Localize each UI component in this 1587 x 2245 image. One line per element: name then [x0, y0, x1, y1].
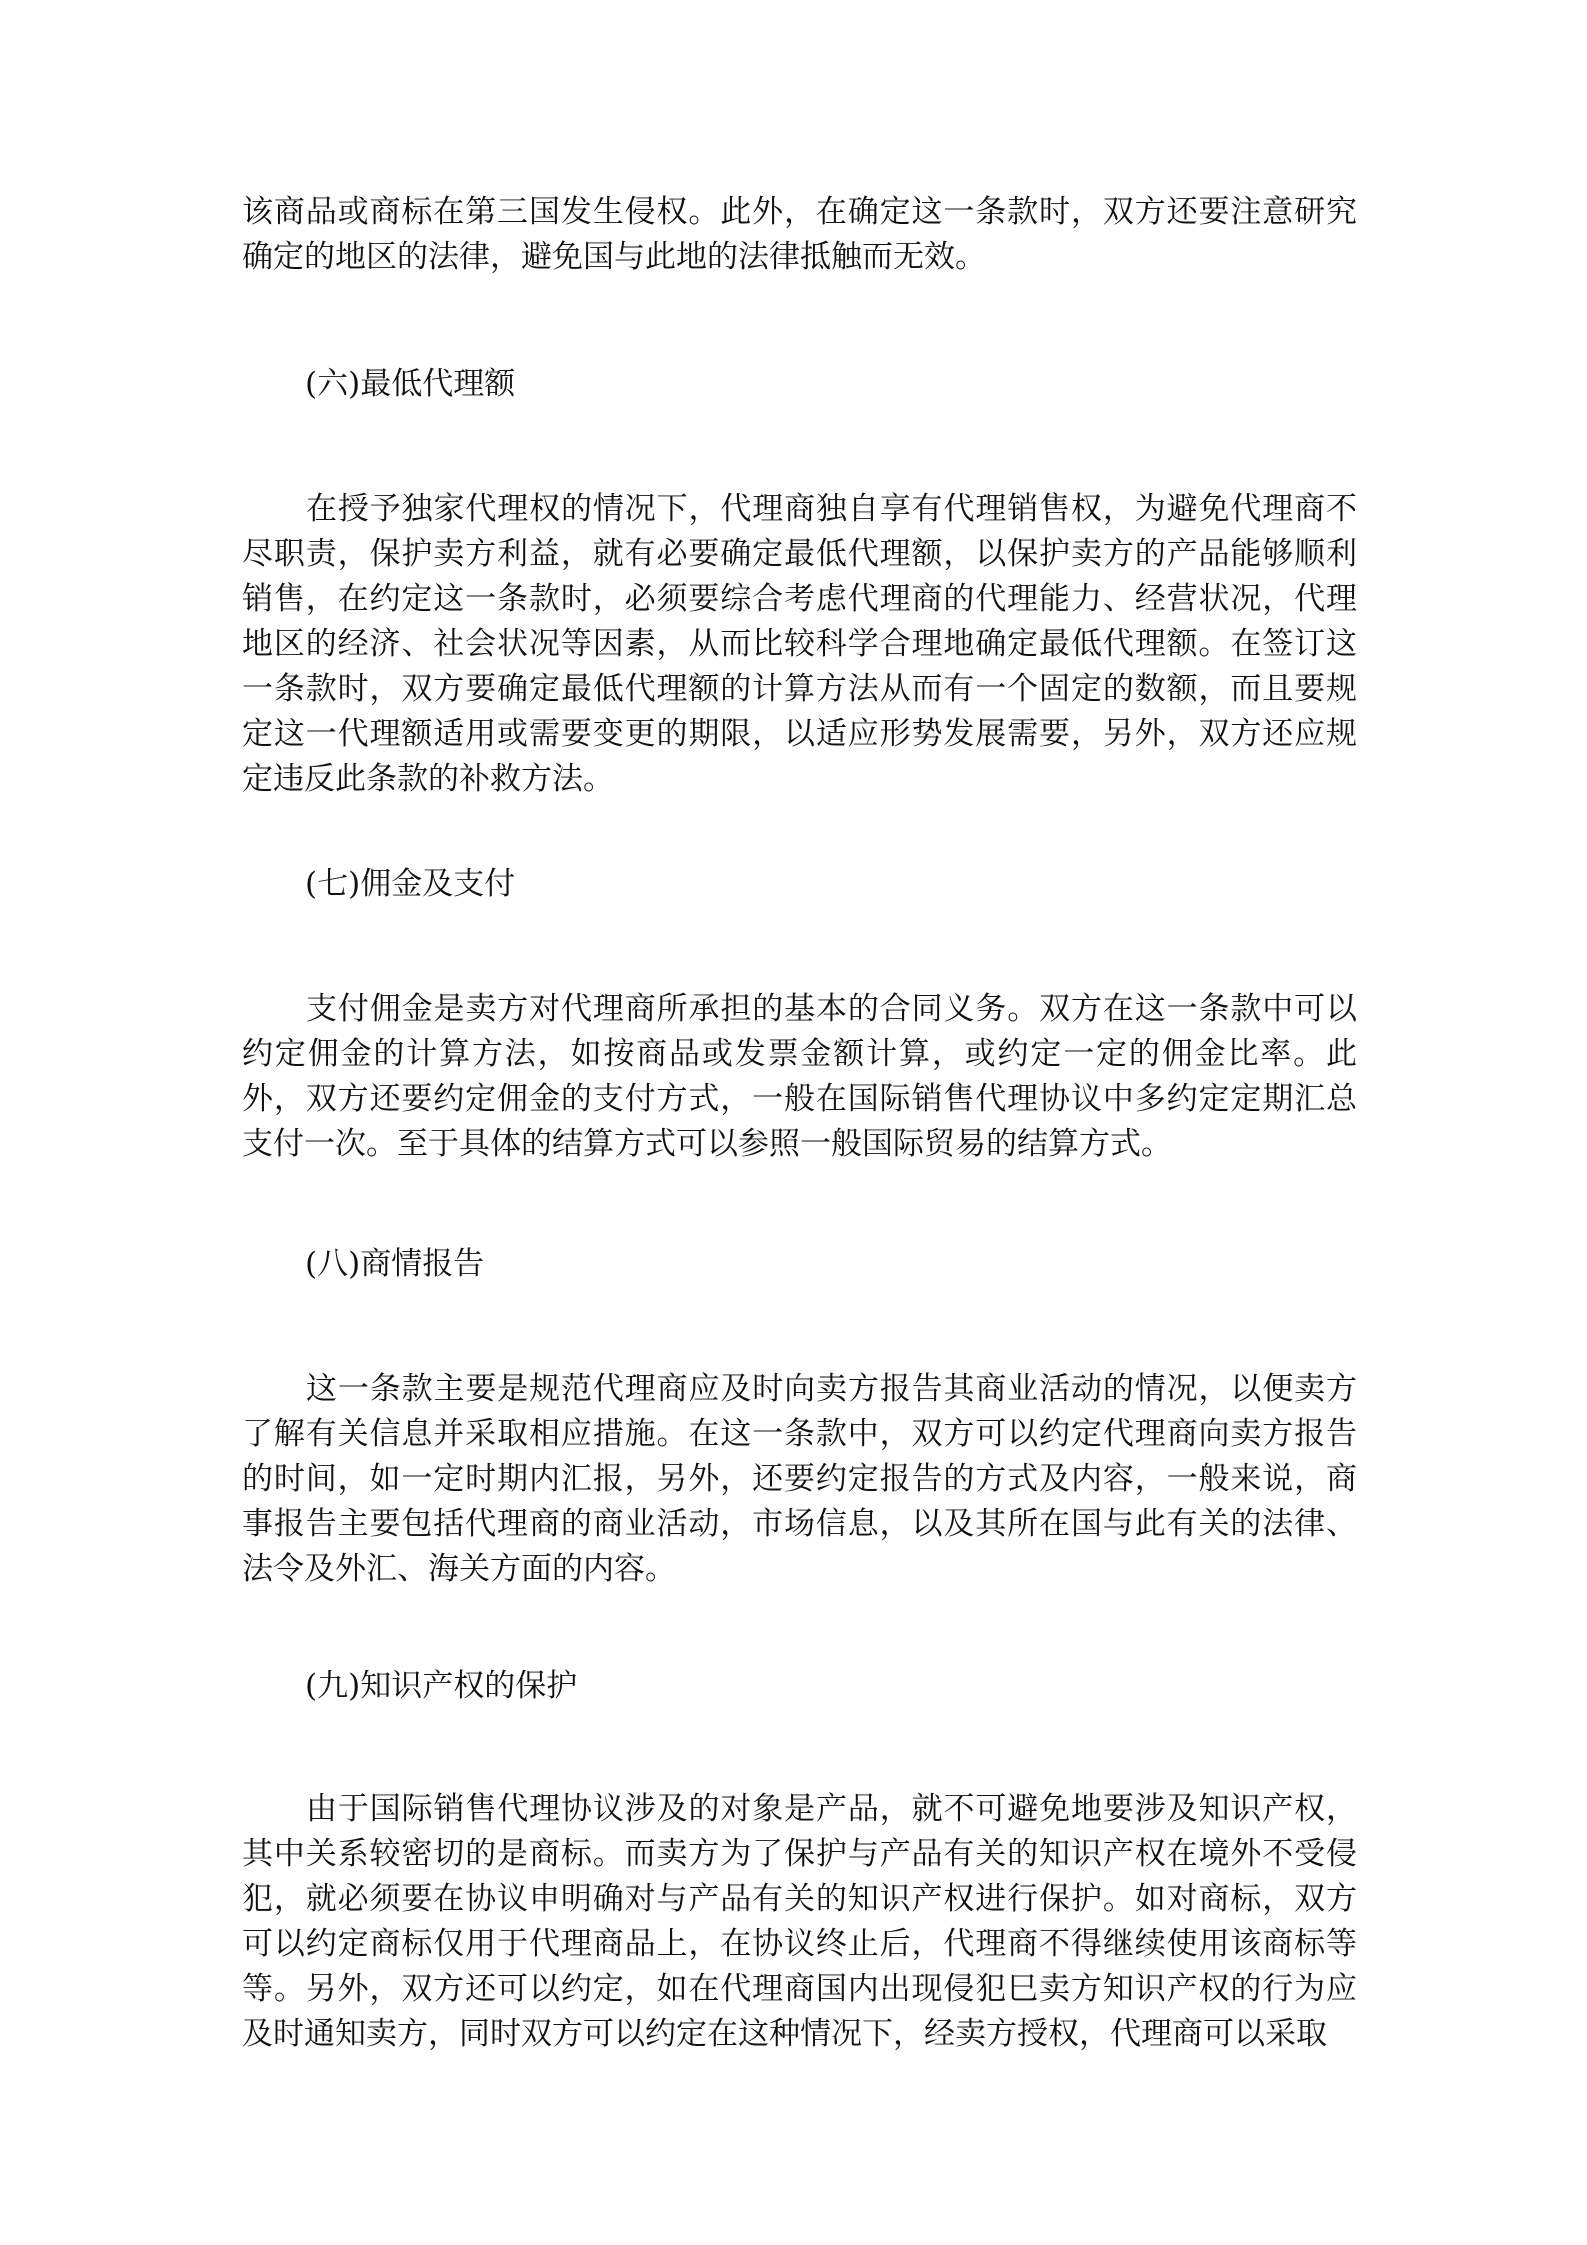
section-heading-6: (六)最低代理额 [305, 366, 516, 402]
section-heading-7: (七)佣金及支付 [305, 866, 516, 902]
section-paragraph-8: 这一条款主要是规范代理商应及时向卖方报告其商业活动的情况，以便卖方了解有关信息并采取相应措施。在这一条款中，双方可以约定代理商向卖方报告的时间，如一定时期内汇报，另外，还要约定报告的方式及内容，一般来说，商事报告主要包括代理商的商业活动，市场信息，以及其所在国与此有关的法律、法令及外汇、海关方面的内容。 [242, 1371, 1357, 1587]
continuation-paragraph: 该商品或商标在第三国发生侵权。此外，在确定这一条款时，双方还要注意研究确定的地区的法律，避免国与此地的法律抵触而无效。 [242, 194, 1357, 275]
section-paragraph-6: 在授予独家代理权的情况下，代理商独自享有代理销售权，为避免代理商不尽职责，保护卖方利益，就有必要确定最低代理额，以保护卖方的产品能够顺利销售，在约定这一条款时，必须要综合考虑代理商的代理能力、经营状况，代理地区的经济、社会状况等因素，从而比较科学合理地确定最低代理额。在签订这一条款时，双方要确定最低代理额的计算方法从而有一个固定的数额，而且要规定这一代理额适用或需要变更的期限，以适应形势发展需要，另外，双方还应规定违反此条款的补救方法。 [242, 491, 1357, 797]
section-paragraph-7: 支付佣金是卖方对代理商所承担的基本的合同义务。双方在这一条款中可以约定佣金的计算方法，如按商品或发票金额计算，或约定一定的佣金比率。此外，双方还要约定佣金的支付方式，一般在国际销售代理协议中多约定定期汇总支付一次。至于具体的结算方式可以参照一般国际贸易的结算方式。 [242, 991, 1357, 1162]
section-heading-8: (八)商情报告 [305, 1246, 485, 1282]
section-heading-9: (九)知识产权的保护 [305, 1668, 578, 1704]
section-paragraph-9: 由于国际销售代理协议涉及的对象是产品，就不可避免地要涉及知识产权，其中关系较密切的是商标。而卖方为了保护与产品有关的知识产权在境外不受侵犯，就必须要在协议申明确对与产品有关的知识产权进行保护。如对商标，双方可以约定商标仅用于代理商品上，在协议终止后，代理商不得继续使用该商标等等。另外，双方还可以约定，如在代理商国内出现侵犯巳卖方知识产权的行为应及时通知卖方，同时双方可以约定在这种情况下，经卖方授权，代理商可以采取 [242, 1791, 1357, 2052]
